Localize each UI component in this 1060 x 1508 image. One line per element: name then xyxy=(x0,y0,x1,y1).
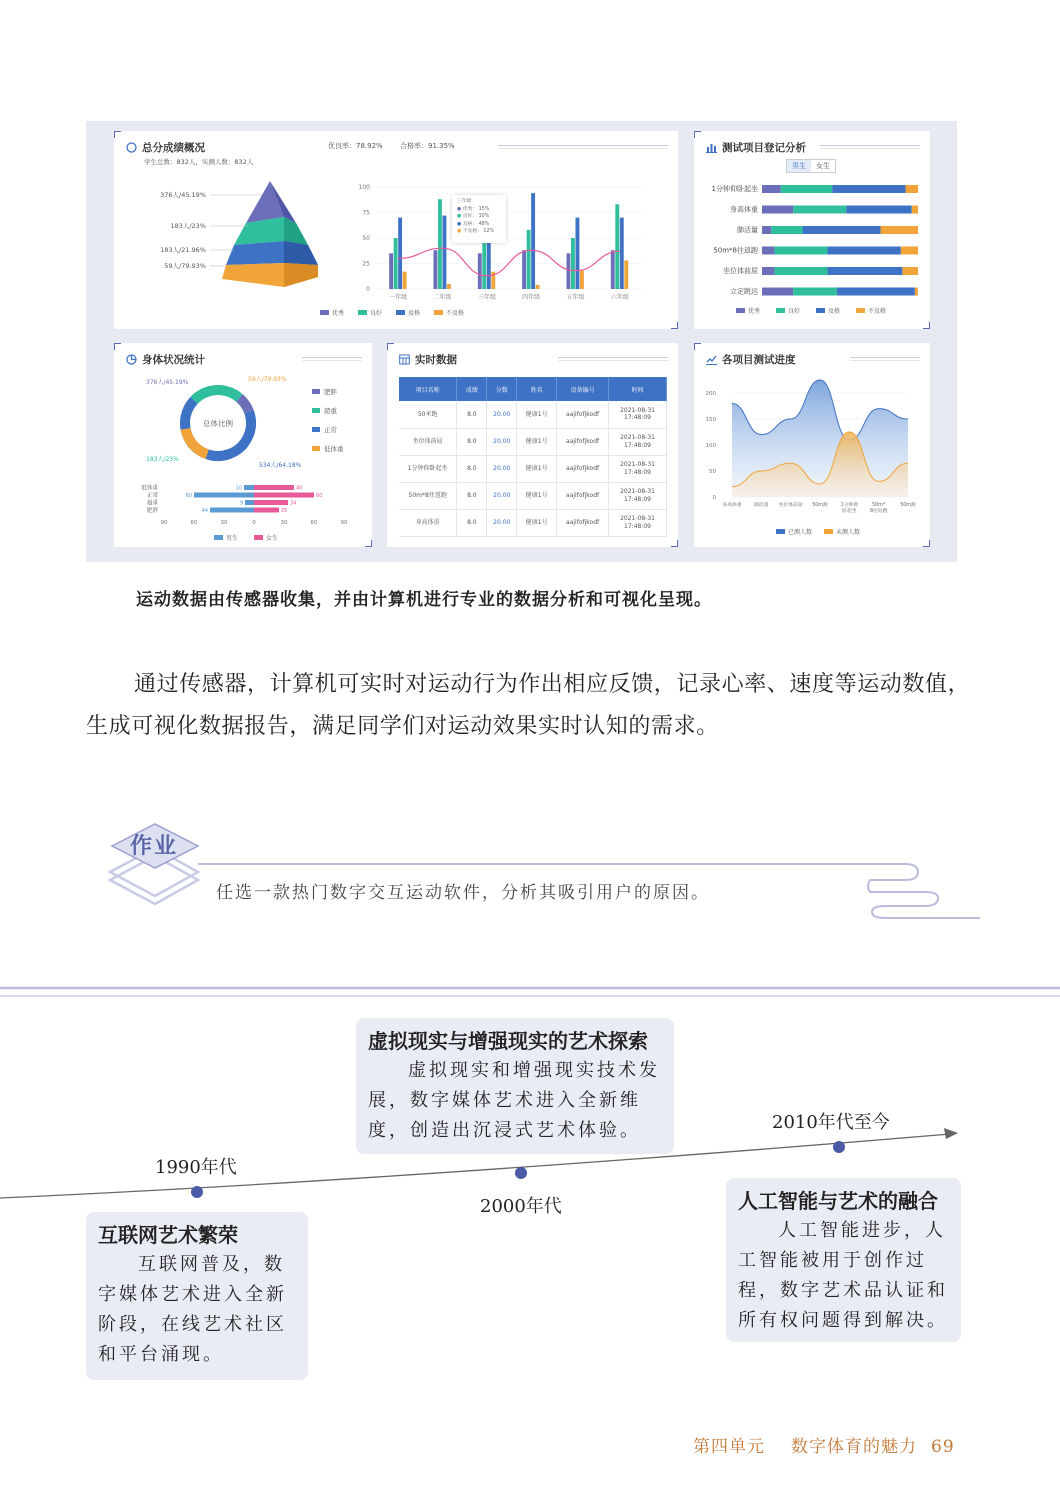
homework-text: 任选一款热门数字交互运动软件，分析其吸引用户的原因。 xyxy=(216,883,710,903)
time-text: 17:48:09 xyxy=(624,522,651,530)
date-text: 2021-08-31 xyxy=(620,488,655,495)
donut-label: 183人/23% xyxy=(146,456,179,463)
x-tick-label: 六年级 xyxy=(610,294,629,301)
toggle-female[interactable]: 女生 xyxy=(816,162,830,170)
data-label: 44 xyxy=(201,508,208,514)
body-paragraph: 通过传感器，计算机可实时对运动行为作出相应反馈，记录心率、速度等运动数值，生成可视化数据报告，满足同学们对运动效果实时认知的需求。 xyxy=(86,672,971,739)
category-label: 肺活量 xyxy=(737,226,758,234)
legend-label: 肥胖 xyxy=(324,388,337,396)
legend-label: 良好 xyxy=(370,310,383,317)
x-tick-label: 坐位体前屈 xyxy=(778,503,803,508)
homework-badge: 作业 xyxy=(130,833,179,859)
category-label: 立定跳远 xyxy=(730,287,758,296)
pyramid-label: 183人/21.96% xyxy=(160,246,206,254)
timeline-card-title: 互联网艺术繁荣 xyxy=(98,1223,238,1247)
timeline-dot xyxy=(191,1186,203,1198)
tooltip-title: 三年级 xyxy=(457,199,472,204)
date-text: 2021-08-31 xyxy=(620,515,655,522)
y-tick-label: 150 xyxy=(705,417,716,423)
x-tick-label: 一年级 xyxy=(389,294,408,301)
y-tick-label: 25 xyxy=(362,260,370,268)
x-tick-label: 8往返跑 xyxy=(869,509,888,514)
timeline-year-2010: 2010年代至今 xyxy=(772,1112,890,1133)
legend-label: 及格 xyxy=(828,308,841,315)
table-cell: 20.00 xyxy=(487,428,517,455)
table-cell: 20.00 xyxy=(487,455,517,482)
data-label: 9 xyxy=(239,500,243,507)
legend-label: 低体重 xyxy=(324,445,344,453)
timeline-card-body: 人工智能进步，人工智能被用于创作过程，数字艺术品认证和所有权问题得到解决。 xyxy=(738,1220,948,1331)
table-cell: aajifofjkodf xyxy=(557,482,609,509)
legend-label: 不及格 xyxy=(446,310,465,317)
table-cell: 20.00 xyxy=(487,482,517,509)
legend-label: 良好 xyxy=(788,308,801,315)
date-text: 2021-08-31 xyxy=(620,434,655,441)
tooltip-row: 及格： 48% xyxy=(462,221,490,227)
data-label: 60 xyxy=(185,493,192,499)
x-tick-label: 身高体重 xyxy=(722,503,742,508)
column-header: 项目名称 xyxy=(399,377,457,401)
data-label: 60 xyxy=(316,493,323,499)
tooltip-row: 良好： 30% xyxy=(462,214,490,219)
table-cell: 健康1号 xyxy=(517,401,557,428)
y-tick-label: 50 xyxy=(709,469,716,475)
legend-label: 及格 xyxy=(408,310,421,317)
body-status-title: 身体状况统计 xyxy=(142,354,205,366)
category-label: 身高体重 xyxy=(730,205,758,214)
footer-title: 数字体育的魅力 xyxy=(791,1437,917,1457)
timeline-dot xyxy=(515,1167,527,1179)
legend-label: 正常 xyxy=(324,426,337,434)
legend-label: 已测人数 xyxy=(788,529,813,536)
category-label: 正常 xyxy=(146,493,158,499)
x-tick-label: 50m* xyxy=(872,503,886,508)
donut-center-label: 总体比例 xyxy=(203,419,233,428)
table-cell: 20.00 xyxy=(487,509,517,536)
table-cell: 坐位体前屈 xyxy=(399,428,457,455)
timeline-card-body: 互联网普及，数字媒体艺术进入全新阶段，在线艺术社区和平台涌现。 xyxy=(98,1254,287,1365)
table-cell: 1分钟仰卧起坐 xyxy=(399,455,457,482)
table-cell: 健康1号 xyxy=(517,509,557,536)
pyramid-label: 183人/23% xyxy=(170,222,206,230)
column-header: 分数 xyxy=(487,377,517,401)
x-tick-label: 四年级 xyxy=(522,294,541,301)
timeline-card-2000 xyxy=(356,1018,674,1154)
footer-unit: 第四单元 xyxy=(693,1437,765,1457)
legend-label: 优秀 xyxy=(332,310,345,317)
table-cell: aajifofjkodf xyxy=(557,455,609,482)
timeline-card-1990 xyxy=(86,1212,308,1380)
column-header: 姓名 xyxy=(517,377,557,401)
category-label: 低体重 xyxy=(141,485,158,492)
data-label: 34 xyxy=(290,500,297,507)
timeline-dot xyxy=(833,1141,845,1153)
registration-title: 测试项目登记分析 xyxy=(722,142,806,154)
progress-title: 各项目测试进度 xyxy=(722,354,796,366)
pass-rate: 合格率：91.35% xyxy=(400,142,455,150)
page-number: 69 xyxy=(931,1437,955,1457)
x-tick-label: 五年级 xyxy=(566,294,585,301)
timeline-card-title: 人工智能与艺术的融合 xyxy=(738,1189,938,1213)
y-tick-label: 100 xyxy=(358,184,370,191)
y-tick-label: 0 xyxy=(366,286,370,293)
timeline-card-body: 虚拟现实和增强现实技术发展，数字媒体艺术进入全新维度，创造出沉浸式艺术体验。 xyxy=(368,1060,660,1141)
category-label: 肥胖 xyxy=(146,508,158,514)
x-tick-label: 90 xyxy=(160,520,168,526)
table-cell: 50m*8往返跑 xyxy=(399,482,457,509)
overview-title: 总分成绩概况 xyxy=(142,142,205,154)
x-tick-label: 二年级 xyxy=(433,294,452,301)
category-label: 1分钟仰卧起坐 xyxy=(711,185,758,193)
category-label: 坐位体前屈 xyxy=(723,267,758,275)
x-tick-label: 30 xyxy=(280,520,288,526)
table-cell: 8.0 xyxy=(457,482,487,509)
x-tick-label: 30 xyxy=(220,520,228,526)
y-tick-label: 200 xyxy=(705,391,716,397)
table-cell: aajifofjkodf xyxy=(557,509,609,536)
table-cell: 健康1号 xyxy=(517,482,557,509)
realtime-title: 实时数据 xyxy=(415,354,457,366)
x-tick-label: 卧起坐 xyxy=(842,509,857,514)
date-text: 2021-08-31 xyxy=(620,461,655,468)
donut-label: 376人/45.19% xyxy=(146,379,189,386)
tooltip-row: 不及格： 12% xyxy=(462,229,495,234)
y-tick-label: 100 xyxy=(705,443,716,449)
chart-tooltip: 三年级 ● 优秀： 15% ● 良好： 30% ● 及格： 48% ● 不及格： 12% xyxy=(452,195,506,243)
tooltip-row: 优秀： 15% xyxy=(462,206,490,212)
table-cell: 8.0 xyxy=(457,401,487,428)
y-tick-label: 75 xyxy=(362,209,370,217)
column-header: 时间 xyxy=(609,377,667,401)
x-tick-label: 1分钟仰 xyxy=(840,503,859,508)
column-header: 成绩 xyxy=(457,377,487,401)
time-text: 17:48:09 xyxy=(624,414,651,422)
category-label: 50m*8往返跑 xyxy=(713,246,758,255)
legend-label: 不及格 xyxy=(868,308,887,315)
legend-label: 未测人数 xyxy=(836,529,861,536)
data-label: 25 xyxy=(281,508,288,514)
category-label: 超重 xyxy=(146,500,158,507)
timeline-year-1990: 1990年代 xyxy=(155,1157,237,1178)
donut-label: 534人/64.18% xyxy=(259,462,302,469)
y-tick-label: 0 xyxy=(712,495,716,501)
x-tick-label: 50m跑 xyxy=(900,503,916,508)
table-cell: 8.0 xyxy=(457,428,487,455)
pyramid-label: 376人/45.19% xyxy=(160,191,206,199)
table-cell: 8.0 xyxy=(457,455,487,482)
page-footer xyxy=(693,1432,955,1457)
data-label: 40 xyxy=(296,485,303,492)
date-text: 2021-08-31 xyxy=(620,406,655,414)
table-cell: 8.0 xyxy=(457,509,487,536)
figure-caption: 运动数据由传感器收集，并由计算机进行专业的数据分析和可视化呈现。 xyxy=(136,590,712,610)
x-tick-label: 肺活量 xyxy=(754,503,769,508)
x-tick-label: 三年级 xyxy=(477,294,496,301)
student-count: 学生总数：832人，实测人数：832人 xyxy=(144,158,254,166)
timeline-card-title: 虚拟现实与增强现实的艺术探索 xyxy=(368,1029,648,1053)
table-cell: 健康1号 xyxy=(517,455,557,482)
data-label: 10 xyxy=(235,485,242,492)
table-cell: 20.00 xyxy=(487,401,517,428)
x-tick-label: 60 xyxy=(310,520,318,526)
table-cell: aajifofjkodf xyxy=(557,401,609,428)
x-tick-label: 0 xyxy=(252,520,256,526)
x-tick-label: 50m跑 xyxy=(812,503,828,508)
pyramid-label: 59人/79.93% xyxy=(164,262,206,270)
legend-label: 女生 xyxy=(266,535,279,542)
y-tick-label: 50 xyxy=(362,235,370,242)
table-cell: aajifofjkodf xyxy=(557,428,609,455)
table-cell: 50米跑 xyxy=(399,401,457,428)
table-cell: 健康1号 xyxy=(517,428,557,455)
time-text: 17:48:09 xyxy=(624,441,651,449)
column-header: 设备编号 xyxy=(557,377,609,401)
good-rate: 优良率：78.92% xyxy=(328,142,383,150)
timeline-year-2000: 2000年代 xyxy=(480,1196,562,1217)
toggle-male[interactable]: 男生 xyxy=(787,160,811,172)
donut-label: 59人/79.93% xyxy=(248,376,287,383)
x-tick-label: 90 xyxy=(340,520,348,526)
legend-label: 超重 xyxy=(324,407,337,415)
legend-label: 优秀 xyxy=(748,308,761,315)
x-tick-label: 60 xyxy=(190,520,198,526)
time-text: 17:48:09 xyxy=(624,495,651,503)
timeline-card-2010 xyxy=(726,1178,961,1342)
table-cell: 身高体重 xyxy=(399,509,457,536)
time-text: 17:48:09 xyxy=(624,468,651,476)
legend-label: 男生 xyxy=(226,535,239,542)
